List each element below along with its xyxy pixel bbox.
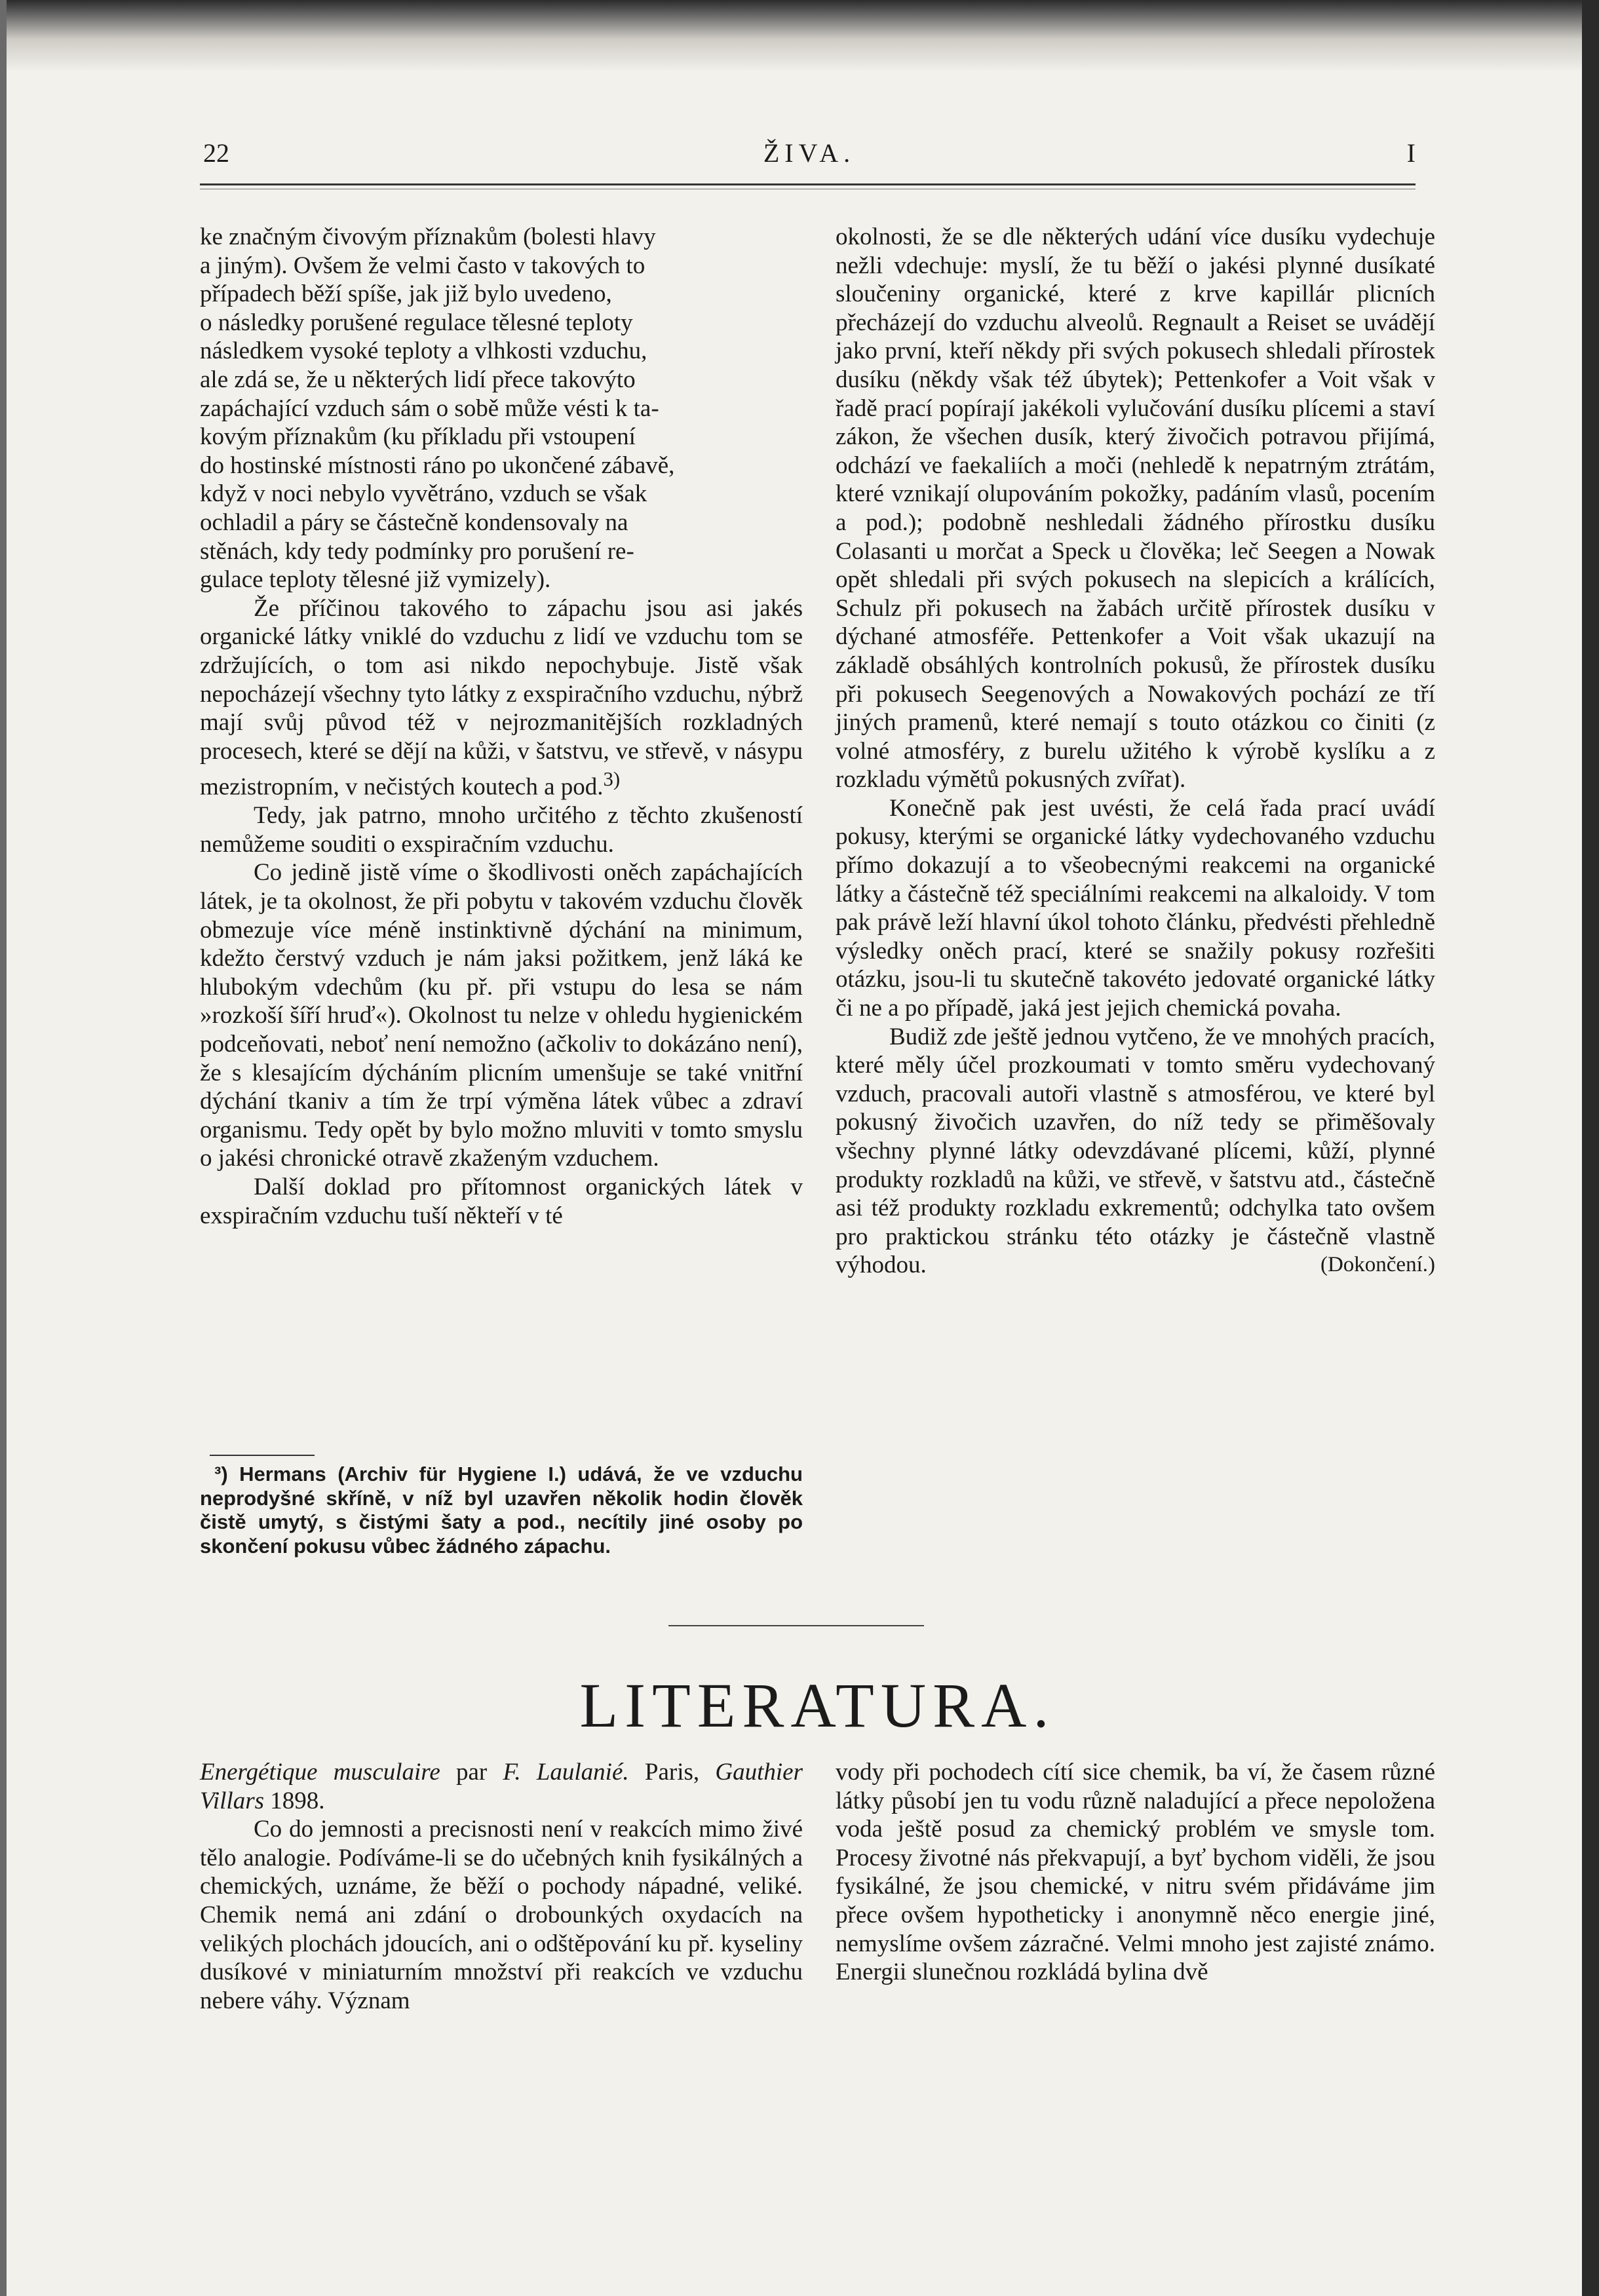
text-line: kovým příznakům (ku příkladu při vstoupení	[200, 423, 636, 451]
book-publisher: Gauthier Villars	[200, 1759, 803, 1814]
left-column	[200, 223, 803, 1230]
book-place: Paris,	[644, 1759, 700, 1786]
text-line: případech běží spíše, jak již bylo uvedeno,	[200, 280, 612, 308]
footnote-rule	[210, 1455, 315, 1456]
text-line: gulace teploty tělesné již vymizely).	[200, 566, 551, 594]
section-rule	[668, 1625, 924, 1626]
book-title: Energétique musculaire	[200, 1759, 440, 1786]
text-line: stěnách, kdy tedy podmínky pro porušení re-	[200, 537, 634, 565]
scan-left-edge	[0, 0, 7, 2296]
right-paragraph-2: Konečně pak jest uvésti, že celá řada prací uvádí pokusy, kterými se organické látky vydechovaného vzduchu přímo dokazují a to všeobecnými reakcemi na organické látky a částečně též speciálními reakcemi na alkaloidy. V tom pak právě leží hlavní úkol tohoto článku, předvésti přehledně výsledky oněch prací, které se snažily pokusy rozřešiti otázku, jsou-li tu skutečně takovéto jedovaté organické látky či ne a po případě, jaká jest jejich chemická povaha.	[836, 794, 1435, 1022]
text-line: do hostinské místnosti ráno po ukončené zábavě,	[200, 451, 675, 479]
left-paragraph-3: Tedy, jak patrno, mnoho určitého z těchto zkušeností nemůžeme souditi o exspiračním vzduchu.	[200, 802, 803, 858]
paragraph-text: Budiž zde ještě jednou vytčeno, že ve mnohých pracích, které měly účel prozkoumati v tomto směru vydechovaný vzduch, pracovali autoři vlastně s atmosférou, ve které byl pokusný živočich uzavřen, do níž tedy se přiměšovaly všechny plynné látky odevzdávané plícemi, kůží, plynné produkty rozkladů na kůži, ve střevě, v šatstvu atd., částečně asi též produkty rozkladu exkrementů; odchylka tato ovšem pro praktickou stránku této otázky je částečně vlastně výhodou.	[836, 1023, 1435, 1279]
text-line: když v noci nebylo vyvětráno, vzduch se však	[200, 480, 647, 508]
book-year: 1898.	[270, 1787, 325, 1814]
literatura-right-column	[836, 1758, 1435, 1987]
right-paragraph-3	[836, 1023, 1435, 1280]
literatura-left-column	[200, 1758, 803, 2015]
citation-by: par	[456, 1759, 488, 1786]
paragraph-text: Že příčinou takového to zápachu jsou asi jakés organické látky vniklé do vzduchu z lidí ve vzduchu tom se zdržujících, o tom asi nikdo nepochybuje. Jistě však nepocházejí všechny tyto látky z exspiračního vzduchu, nýbrž mají svůj původ též v nejrozmanitějších rozkladných procesech, které se dějí na kůži, v šatstvu, ve střevě, v násypu mezistropním, v nečistých koutech a pod.	[200, 594, 803, 801]
literatura-left-text: Co do jemnosti a precisnosti není v reakcích mimo živé tělo analogie. Podíváme-li se do učebných knih fysikálných a chemických, uznáme, že běží o pochody nápadné, veliké. Chemik nemá ani zdání o drobounkých oxydacích na velikých plochách jdoucích, ani o odštěpování ku př. kyseliny dusíkové v miniaturním množství při reakcích ve vzduchu nebere váhy. Význam	[200, 1816, 803, 2014]
page-header	[203, 138, 1416, 183]
footnote	[200, 1463, 803, 1558]
footnote-text: ³) Hermans (Archiv für Hygiene I.) udává, že ve vzduchu neprodyšné skříně, v níž byl uzavřen několik hodin člověk čistě umytý, s čistými šaty a pod., necítily jiné osoby po skončení pokusu vůbec žádného zápachu.	[200, 1463, 803, 1558]
page-number: 22	[203, 138, 229, 168]
end-note: (Dokončení.)	[1320, 1253, 1435, 1277]
scan-top-edge	[0, 0, 1599, 72]
book-author: F. Laulanié.	[503, 1759, 629, 1786]
text-line: o následky porušené regulace tělesné teploty	[200, 309, 633, 336]
text-line: a jiným). Ovšem že velmi často v takových to	[200, 252, 645, 279]
text-line: ke značným čivovým příznakům (bolesti hlavy	[200, 223, 656, 250]
left-paragraph-5: Další doklad pro přítomnost organických látek v exspiračním vzduchu tuší někteří v té	[200, 1173, 803, 1229]
journal-title: ŽIVA.	[763, 138, 856, 168]
scan-right-edge	[1582, 0, 1599, 2296]
left-paragraph-2	[200, 594, 803, 801]
text-line: ale zdá se, že u některých lidí přece takovýto	[200, 366, 636, 393]
text-line: následkem vysoké teploty a vlhkosti vzduchu,	[200, 337, 647, 365]
literatura-right-text: vody při pochodech cítí sice chemik, ba ví, že časem různé látky působí jen tu vodu různě naladující a přece nepoložena voda ještě posud za chemický problém ve smysle tom. Procesy životné nás překvapují, a byť bychom viděli, že jsou fysikálné, že jsou chemické, v nitru svém přidáváme jim přece ovšem hypotheticky i anonymně něco energie jiné, nemyslíme ovšem zázračné. Velmi mnoho jest zajisté známo. Energii slunečnou rozkládá bylina dvě	[836, 1759, 1435, 1986]
book-citation	[200, 1758, 803, 1815]
left-paragraph-4: Co jedině jistě víme o škodlivosti oněch zapáchajících látek, je ta okolnost, že při pobytu v takovém vzduchu člověk obmezuje více méně instinktivně dýchání na minimum, kdežto čerstvý vzduch je nám jaksi požitkem, jenž láká ke hlubokým vdechům (ku př. při vstupu do lesa se nám »rozkoší šíří hruď«). Okolnost tu nelze v ohledu hygienickém podceňovati, neboť není nemožno (ačkoliv to dokázáno není), že s klesajícím dýcháním plicním umenšuje se také vnitřní dýchání tkaniv a tím že trpí výměna látek vůbec a zdraví organismu. Tedy opět by bylo možno mluviti v tomto smyslu o jakési chronické otravě zkaženým vzduchem.	[200, 859, 803, 1172]
right-paragraph-1: okolnosti, že se dle některých udání více dusíku vydechuje nežli vdechuje: myslí, že tu běží o jakési plynné dusíkaté sloučeniny organické, které z krve kapillár plicních přecházejí do vzduchu alveolů. Regnault a Reiset se uvádějí jako první, kteří někdy při svých pokusech shledali přírostek dusíku (někdy však též úbytek); Pettenkofer a Voit však v řadě prací popírají jakékoli vylučování dusíku plícemi a staví zákon, že všechen dusík, který živočich potravou přijímá, odchází ve faekaliích a moči (nehledě k nepatrným ztrátám, které vznikají olupováním pokožky, padáním vlasů, pocením a pod.); podobně neshledali žádného přírostku dusíku Colasanti u morčat a Speck u člověka; leč Seegen a Nowak opět shledali při svých pokusech na slepicích a králících, Schulz při pokusech na žabách určitě přírostek dusíku v dýchané atmosféře. Pettenkofer a Voit však ukazují na základě obsáhlých kontrolních pokusů, že přírostek dusíku při pokusech Seegenových a Nowakových pochází ze tří jiných pramenů, které nemají s touto otázkou co činiti (z volné atmosféry, z burelu užitého k výrobě kyslíku a z rozkladu výmětů pokusných zvířat).	[836, 223, 1435, 794]
text-line: zapáchající vzduch sám o sobě může vésti k ta-	[200, 394, 659, 422]
text-line: ochladil a páry se částečně kondensovaly na	[200, 508, 628, 536]
issue-number: I	[1406, 138, 1416, 168]
left-paragraph-1	[200, 223, 803, 594]
footnote-ref: 3)	[603, 768, 621, 791]
right-column	[836, 223, 1435, 1280]
header-rule	[200, 183, 1416, 185]
section-heading: LITERATURA.	[579, 1670, 1056, 1740]
